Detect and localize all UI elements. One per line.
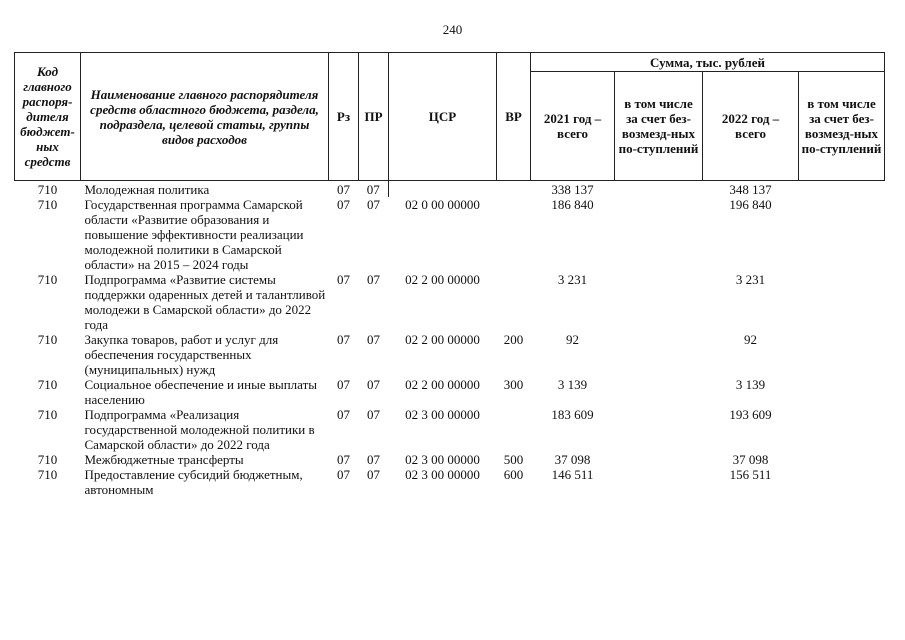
header-sum: Сумма, тыс. рублей — [531, 53, 885, 72]
header-code: Код главного распоря-дителя бюджет-ных средств — [15, 53, 81, 181]
row-2021-free — [615, 332, 703, 377]
header-csr: ЦСР — [389, 53, 497, 181]
row-2022-total: 92 — [744, 332, 757, 347]
row-2021-total: 3 231 — [557, 272, 588, 287]
table-row — [15, 467, 885, 497]
row-pr: 07 — [367, 272, 380, 287]
row-name: Молодежная политика — [84, 182, 210, 197]
row-2022-total: 3 231 — [735, 272, 766, 287]
table-row — [15, 181, 885, 198]
row-pr: 07 — [359, 181, 389, 198]
row-2021-free — [615, 377, 703, 407]
row-2021-free — [615, 467, 703, 497]
row-name: Социальное обеспечение и иные выплаты населению — [84, 377, 318, 407]
row-pr: 07 — [367, 197, 380, 212]
header-rz: Рз — [329, 53, 359, 181]
row-pr: 07 — [367, 377, 380, 392]
row-2021-free — [615, 181, 703, 198]
row-rz: 07 — [337, 272, 350, 287]
row-2021-total: 338 137 — [551, 182, 594, 197]
row-csr — [389, 181, 497, 198]
header-2021-total: 2021 год – всего — [531, 72, 615, 181]
row-vr: 200 — [503, 332, 524, 347]
table-row — [15, 197, 885, 272]
row-2022-free — [799, 407, 885, 452]
row-2021-free — [615, 197, 703, 272]
row-2021-total: 146 511 — [551, 467, 594, 482]
row-name: Межбюджетные трансферты — [84, 452, 244, 467]
row-vr — [497, 181, 531, 198]
row-code: 710 — [37, 197, 58, 212]
row-rz: 07 — [337, 452, 350, 467]
row-pr: 07 — [367, 332, 380, 347]
row-csr: 02 3 00 00000 — [405, 452, 480, 467]
row-vr: 500 — [503, 452, 524, 467]
row-2022-total: 3 139 — [735, 377, 766, 392]
row-code: 710 — [37, 407, 58, 422]
row-2021-total: 37 098 — [554, 452, 591, 467]
row-vr — [497, 197, 531, 272]
row-vr — [497, 272, 531, 332]
header-2022-free: в том числе за счет без-возмезд-ных по-ступлений — [799, 72, 885, 181]
row-2022-free — [799, 332, 885, 377]
row-rz: 07 — [337, 197, 350, 212]
row-csr: 02 2 00 00000 — [405, 377, 480, 392]
row-2022-free — [799, 377, 885, 407]
row-2022-free — [799, 452, 885, 467]
table-body — [15, 181, 885, 498]
row-rz: 07 — [337, 407, 350, 422]
table-row — [15, 407, 885, 452]
row-code: 710 — [37, 332, 58, 347]
row-csr: 02 3 00 00000 — [405, 467, 480, 482]
row-2022-total: 348 137 — [729, 182, 772, 197]
row-csr: 02 0 00 00000 — [405, 197, 480, 212]
header-2021-free: в том числе за счет без-возмезд-ных по-ступлений — [615, 72, 703, 181]
row-2022-total: 196 840 — [729, 197, 772, 212]
row-2021-free — [615, 452, 703, 467]
table-row — [15, 452, 885, 467]
row-pr: 07 — [367, 407, 380, 422]
header-name: Наименование главного распорядителя средств областного бюджета, раздела, подраздела, целевой статьи, группы видов расходов — [81, 53, 329, 181]
row-2021-total: 92 — [566, 332, 579, 347]
row-pr: 07 — [367, 467, 380, 482]
row-code: 710 — [37, 377, 58, 392]
row-code: 710 — [37, 452, 58, 467]
row-csr: 02 2 00 00000 — [405, 332, 480, 347]
row-vr — [497, 407, 531, 452]
row-2022-free — [799, 197, 885, 272]
row-2022-free — [799, 181, 885, 198]
row-code: 710 — [37, 467, 58, 482]
table-row — [15, 332, 885, 377]
row-name: Подпрограмма «Реализация государственной молодежной политики в Самарской области» до 2022 года — [84, 407, 315, 452]
row-name: Закупка товаров, работ и услуг для обеспечения государственных (муниципальных) нужд — [84, 332, 279, 377]
row-name: Подпрограмма «Развитие системы поддержки одаренных детей и талантливой молодежи в Самарской области» до 2022 года — [84, 272, 326, 332]
row-csr: 02 2 00 00000 — [405, 272, 480, 287]
row-2021-total: 3 139 — [557, 377, 588, 392]
row-vr: 300 — [503, 377, 524, 392]
row-code: 710 — [37, 182, 58, 197]
row-2022-total: 193 609 — [729, 407, 772, 422]
row-2022-total: 156 511 — [729, 467, 772, 482]
row-rz: 07 — [337, 332, 350, 347]
table-header — [15, 53, 885, 181]
page-number: 240 — [442, 22, 463, 37]
row-vr: 600 — [503, 467, 524, 482]
header-2022-total: 2022 год – всего — [703, 72, 799, 181]
row-code: 710 — [37, 272, 58, 287]
table-row — [15, 272, 885, 332]
row-rz: 07 — [337, 467, 350, 482]
row-2022-free — [799, 272, 885, 332]
row-rz: 07 — [337, 182, 350, 197]
table-row — [15, 377, 885, 407]
row-2021-free — [615, 272, 703, 332]
row-pr: 07 — [367, 452, 380, 467]
row-rz: 07 — [337, 377, 350, 392]
row-2021-free — [615, 407, 703, 452]
row-name: Предоставление субсидий бюджетным, автономным — [84, 467, 303, 497]
row-2022-total: 37 098 — [732, 452, 769, 467]
row-2022-free — [799, 467, 885, 497]
row-name: Государственная программа Самарской области «Развитие образования и повышение эффективности реализации молодежной политики в Самарской области» на 2015 – 2024 годы — [84, 197, 304, 272]
row-2021-total: 186 840 — [551, 197, 594, 212]
row-csr: 02 3 00 00000 — [405, 407, 480, 422]
header-vr: ВР — [497, 53, 531, 181]
budget-table — [14, 52, 885, 497]
row-2021-total: 183 609 — [551, 407, 594, 422]
header-pr: ПР — [359, 53, 389, 181]
